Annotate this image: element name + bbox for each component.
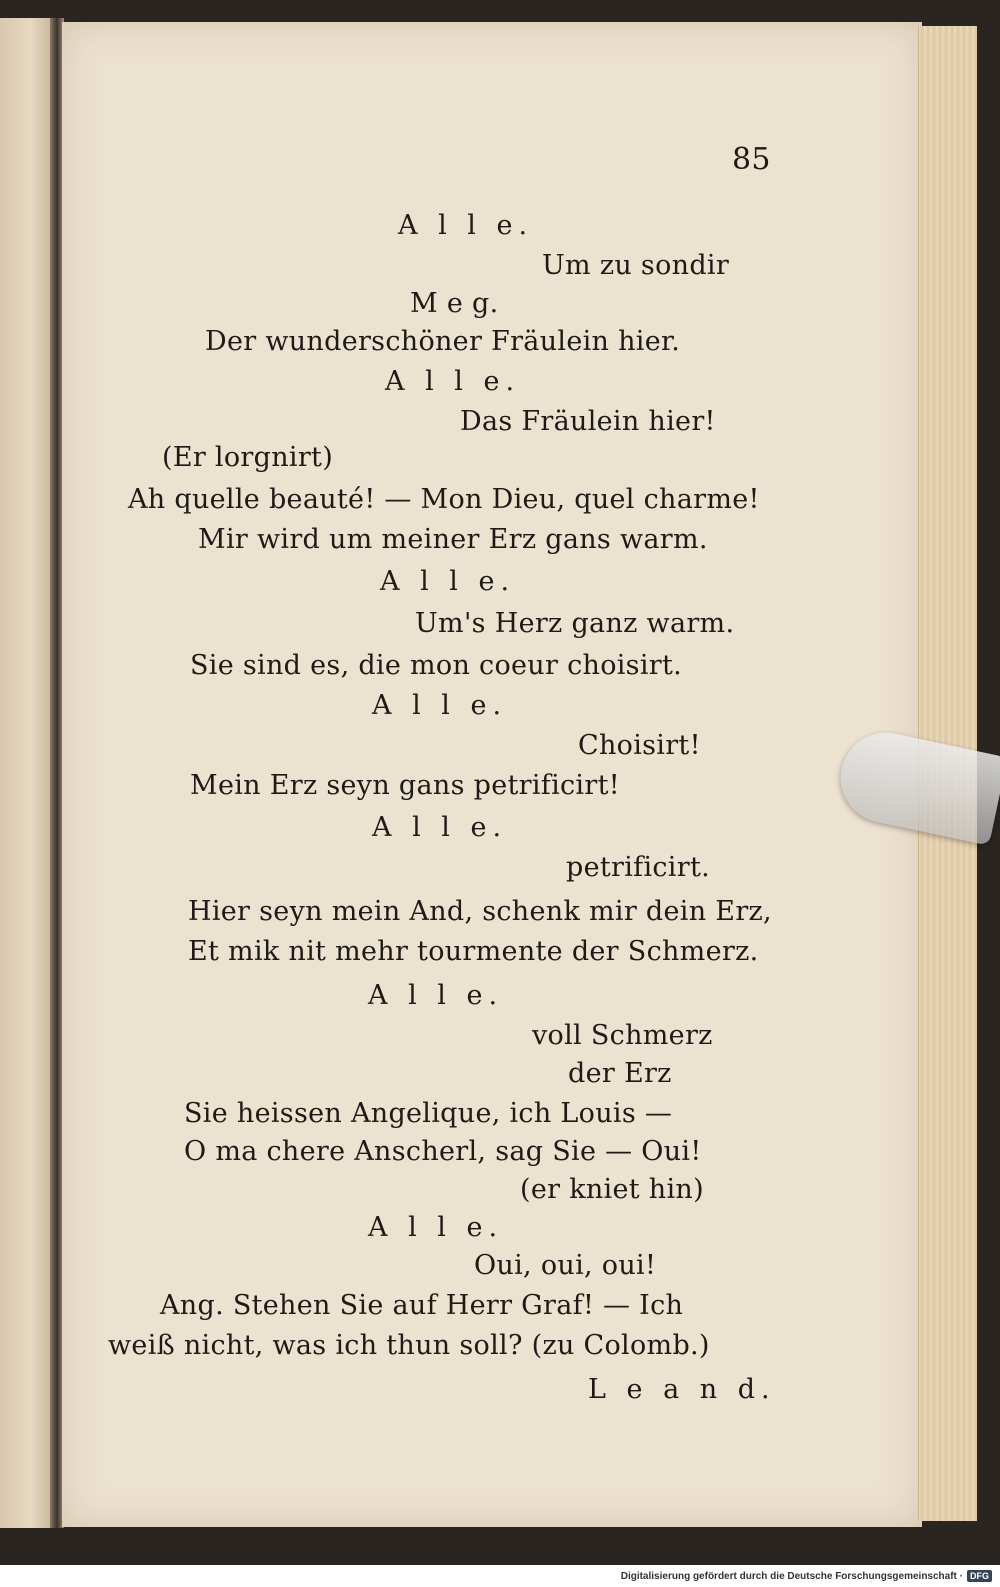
dialogue-line: weiß nicht, was ich thun soll? (zu Colomb.) <box>108 1330 710 1361</box>
footer-credit: Digitalisierung gefördert durch die Deutsche Forschungsgemeinschaft · <box>620 1570 963 1582</box>
verse-line: Um's Herz ganz warm. <box>415 608 735 639</box>
verse-line: der Erz <box>568 1058 672 1089</box>
verse-line: Mein Erz seyn gans petrificirt! <box>190 770 620 801</box>
speaker-alle: A l l e. <box>398 210 534 241</box>
verse-line: Oui, oui, oui! <box>474 1250 657 1281</box>
speaker-alle: A l l e. <box>372 690 508 721</box>
verse-line: Der wunderschöner Fräulein hier. <box>205 326 681 357</box>
digitization-footer <box>0 1565 1000 1587</box>
verse-line: Das Fräulein hier! <box>460 406 716 437</box>
verse-line: Mir wird um meiner Erz gans warm. <box>198 524 708 555</box>
speaker-alle: A l l e. <box>385 366 521 397</box>
speaker-alle: A l l e. <box>372 812 508 843</box>
verse-line: voll Schmerz <box>532 1020 713 1051</box>
stage-direction: (Er lorgnirt) <box>162 442 334 473</box>
verse-line: Et mik nit mehr tourmente der Schmerz. <box>188 936 759 967</box>
dialogue-line: Ang. Stehen Sie auf Herr Graf! — Ich <box>160 1290 684 1321</box>
verse-line: petrificirt. <box>566 852 710 883</box>
speaker-alle: A l l e. <box>368 1212 504 1243</box>
verse-line: Sie heissen Angelique, ich Louis — <box>184 1098 673 1129</box>
left-page-edge <box>0 18 52 1528</box>
speaker-alle: A l l e. <box>368 980 504 1011</box>
stage-direction: (er kniet hin) <box>520 1174 704 1205</box>
verse-line: Hier seyn mein And, schenk mir dein Erz, <box>188 896 772 927</box>
speaker-alle: A l l e. <box>380 566 516 597</box>
verse-line: Ah quelle beauté! — Mon Dieu, quel charme! <box>128 484 760 515</box>
speaker-leand: L e a n d. <box>588 1374 776 1405</box>
verse-line: Um zu sondir <box>542 250 730 281</box>
dfg-logo: DFG <box>967 1570 992 1582</box>
verse-line: O ma chere Anscherl, sag Sie — Oui! <box>184 1136 702 1167</box>
verse-line: Sie sind es, die mon coeur choisirt. <box>190 650 683 681</box>
verse-line: Choisirt! <box>578 730 701 761</box>
page-number: 85 <box>732 142 771 177</box>
speaker-meg: M e g. <box>410 288 499 319</box>
